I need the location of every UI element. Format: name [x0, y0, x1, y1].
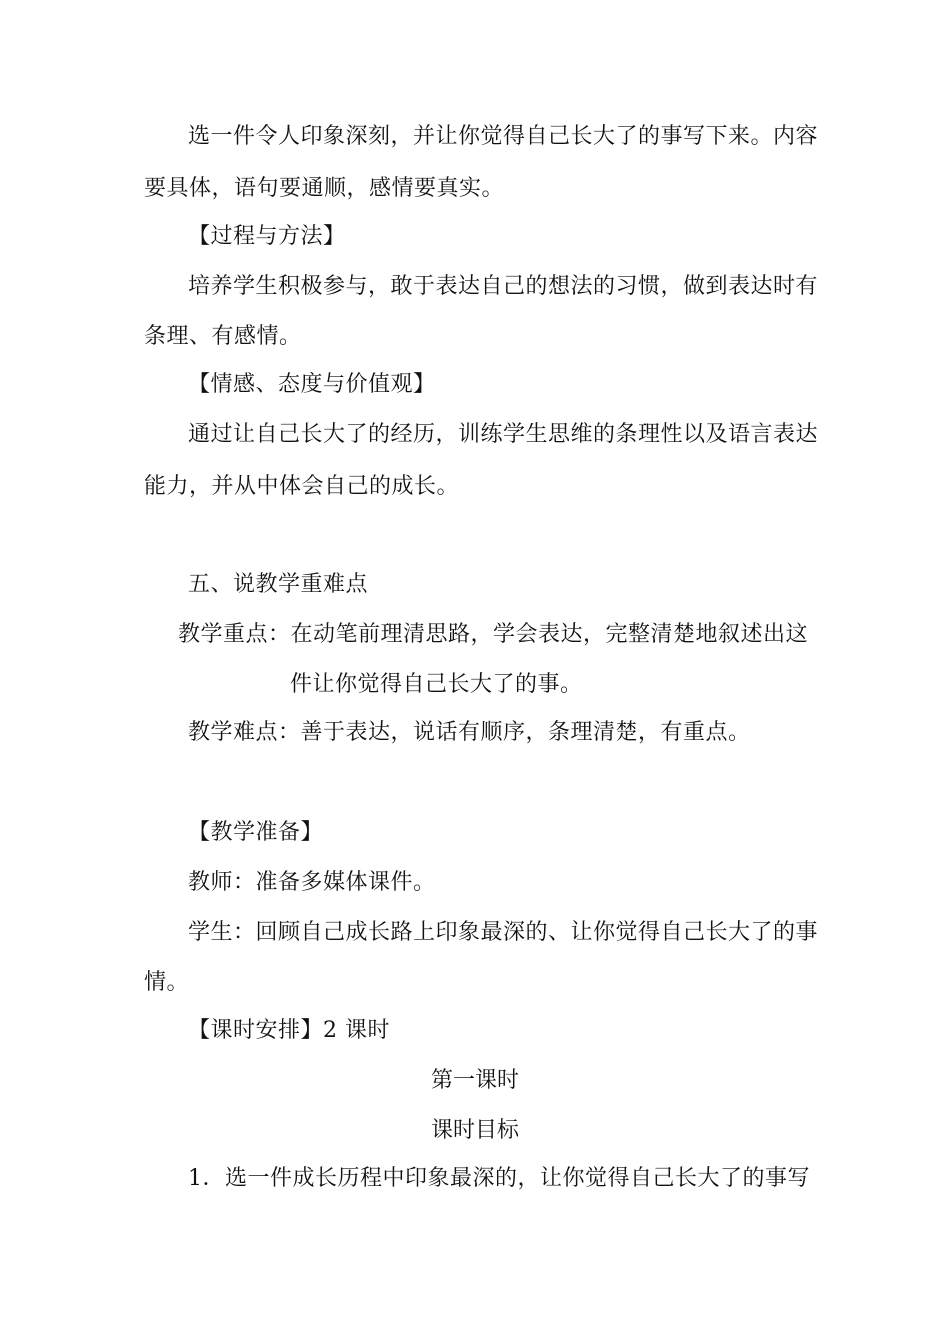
paragraph-line: 通过让自己长大了的经历，训练学生思维的条理性以及语言表达 [188, 422, 819, 447]
paragraph-line: 情。 [144, 970, 190, 995]
paragraph-line: 教学重点：在动笔前理清思路，学会表达，完整清楚地叙述出这 [178, 622, 809, 647]
paragraph-line: 1．选一件成长历程中印象最深的，让你觉得自己长大了的事写 [188, 1166, 810, 1191]
paragraph-line: 选一件令人印象深刻，并让你觉得自己长大了的事写下来。内容 [188, 124, 819, 149]
paragraph-line: 能力，并从中体会自己的成长。 [144, 474, 460, 499]
section-heading: 【情感、态度与价值观】 [188, 372, 436, 397]
paragraph-line: 条理、有感情。 [144, 324, 302, 349]
section-heading: 【过程与方法】 [188, 224, 346, 249]
section-heading: 【教学准备】 [188, 820, 324, 845]
paragraph-line: 学生：回顾自己成长路上印象最深的、让你觉得自己长大了的事 [188, 920, 819, 945]
lesson-subtitle: 课时目标 [430, 1118, 519, 1143]
paragraph-line: 教学难点：善于表达，说话有顺序，条理清楚，有重点。 [188, 720, 751, 745]
paragraph-line: 培养学生积极参与，敢于表达自己的想法的习惯，做到表达时有 [188, 274, 819, 299]
paragraph-line: 要具体，语句要通顺，感情要真实。 [144, 176, 505, 201]
section-heading: 【课时安排】2 课时 [188, 1018, 390, 1043]
lesson-title: 第一课时 [430, 1068, 519, 1093]
section-heading: 五、说教学重难点 [188, 572, 369, 597]
paragraph-line: 教师：准备多媒体课件。 [188, 870, 436, 895]
paragraph-line: 件让你觉得自己长大了的事。 [290, 672, 583, 697]
